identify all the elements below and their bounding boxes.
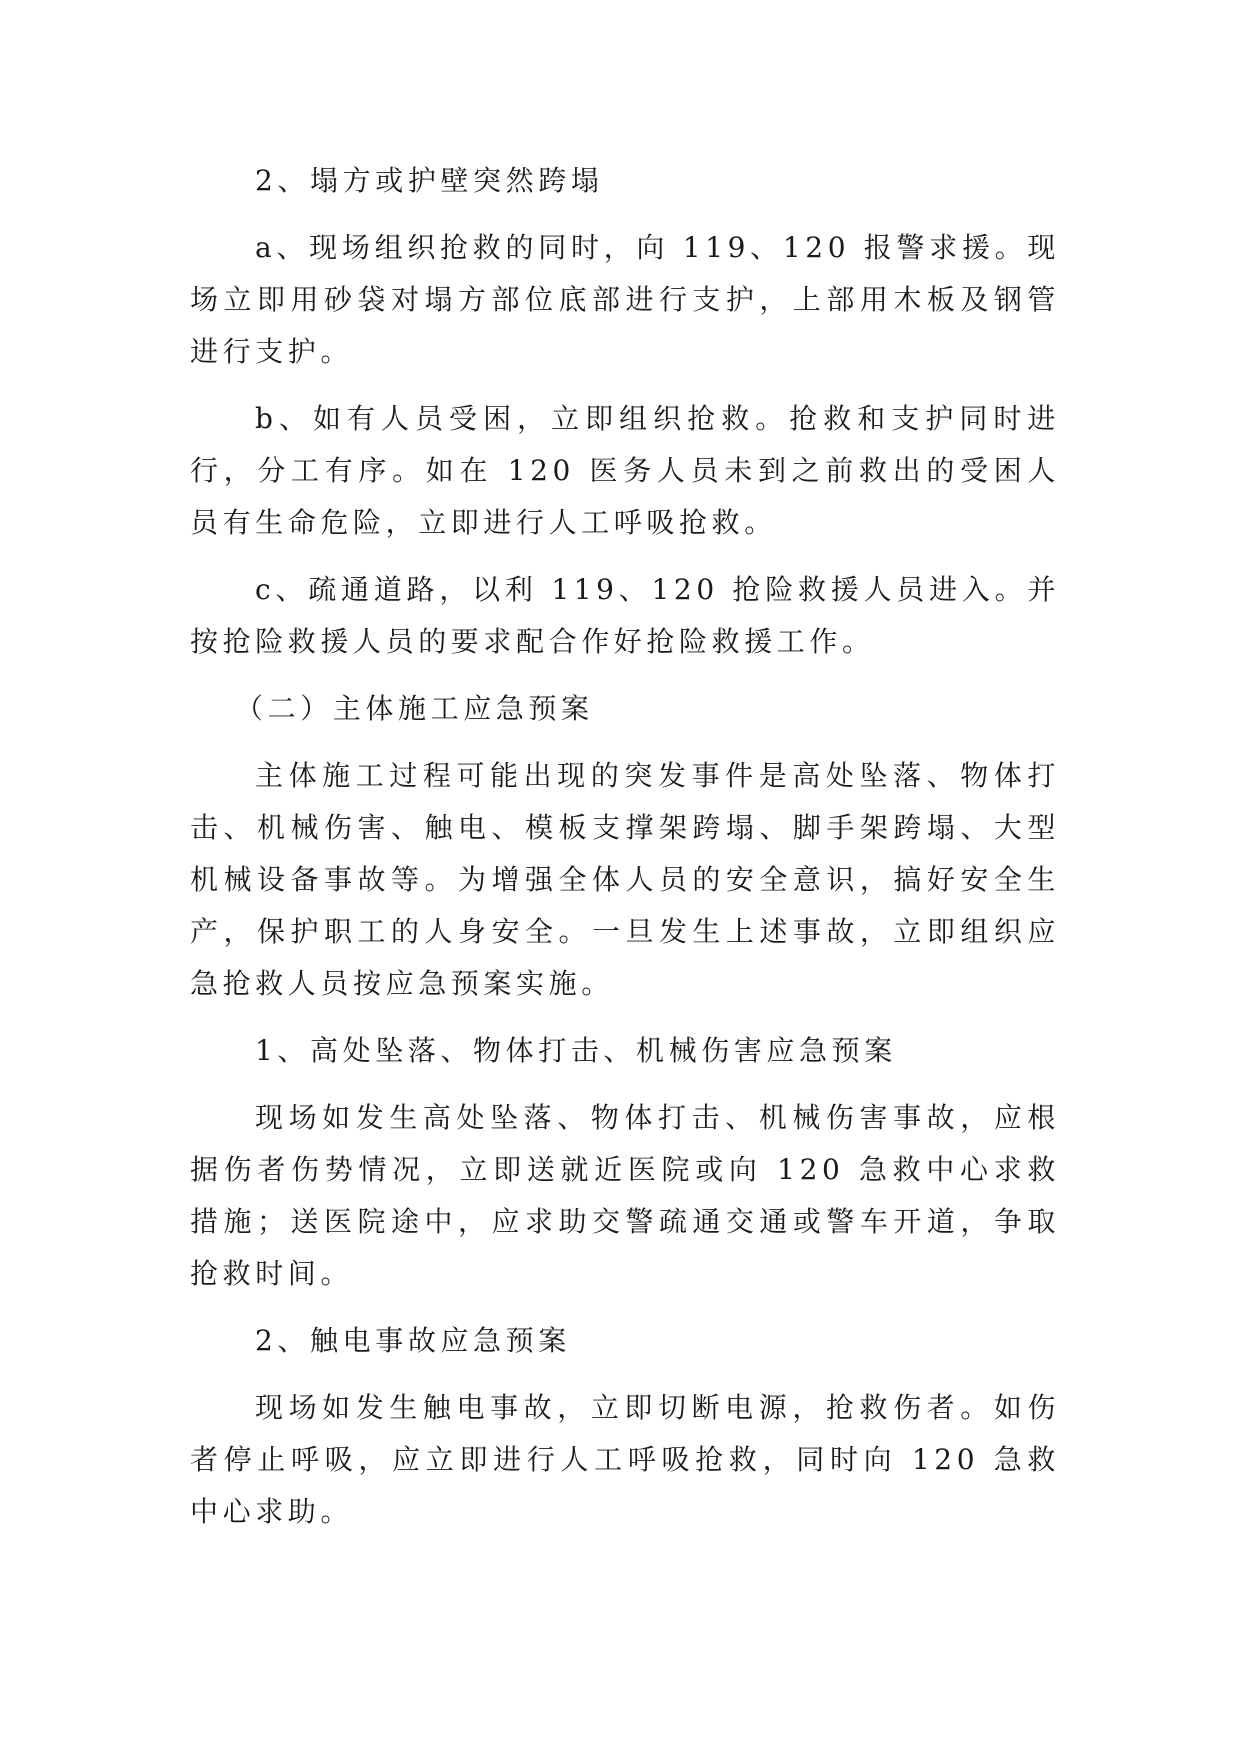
section-heading-main-construction: （二）主体施工应急预案 bbox=[235, 692, 594, 725]
paragraph-item-a-rescue-support: a、现场组织抢救的同时，向 119、120 报警求援。现场立即用砂袋对塌方部位底部进行支护，上部用木板及钢管进行支护。 bbox=[190, 231, 1060, 368]
paragraph-falls-strikes-response: 现场如发生高处坠落、物体打击、机械伤害事故，应根据伤者伤势情况，立即送就近医院或向 120 急救中心求救措施；送医院途中，应求助交警疏通交通或警车开道，争取抢救时间。 bbox=[190, 1101, 1060, 1290]
paragraph-main-construction-intro: 主体施工过程可能出现的突发事件是高处坠落、物体打击、机械伤害、触电、模板支撑架跨塌、脚手架跨塌、大型机械设备事故等。为增强全体人员的安全意识，搞好安全生产，保护职工的人身安全。一旦发生上述事故，立即组织应急抢救人员按应急预案实施。 bbox=[190, 759, 1060, 1000]
subsection-heading-electric-shock: 2、触电事故应急预案 bbox=[255, 1324, 571, 1357]
paragraph-item-b-trapped-personnel: b、如有人员受困，立即组织抢救。抢救和支护同时进行，分工有序。如在 120 医务人员未到之前救出的受困人员有生命危险，立即进行人工呼吸抢救。 bbox=[190, 402, 1060, 539]
paragraph-electric-shock-response: 现场如发生触电事故，立即切断电源，抢救伤者。如伤者停止呼吸，应立即进行人工呼吸抢救，同时向 120 急救中心求助。 bbox=[190, 1391, 1060, 1528]
paragraph-item-c-clear-roads: c、疏通道路，以利 119、120 抢险救援人员进入。并按抢险救援人员的要求配合作好抢险救援工作。 bbox=[190, 573, 1060, 658]
subsection-heading-falls-strikes: 1、高处坠落、物体打击、机械伤害应急预案 bbox=[255, 1034, 897, 1067]
document-body bbox=[190, 155, 1060, 1553]
subsection-heading-collapse: 2、塌方或护壁突然跨塌 bbox=[255, 164, 604, 197]
